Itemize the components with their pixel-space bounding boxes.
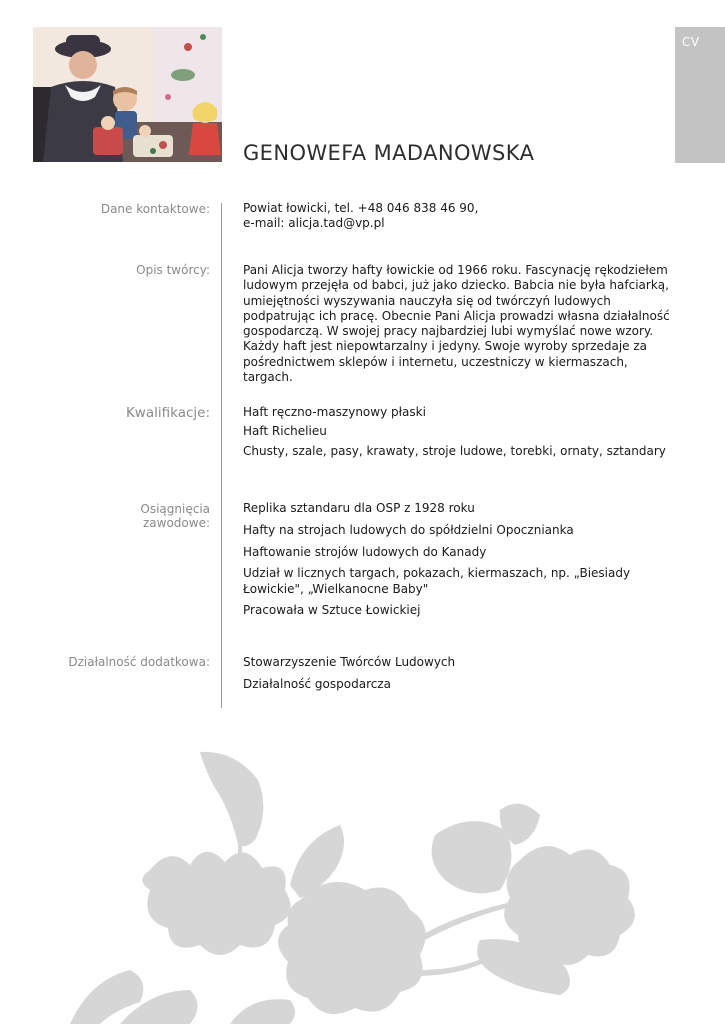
folk-ornament-illustration	[0, 740, 725, 1024]
column-divider	[221, 203, 222, 708]
list-item: Haftowanie strojów ludowych do Kanady	[243, 544, 487, 559]
cv-tab-label: CV	[682, 35, 700, 49]
list-item: Stowarzyszenie Twórców Ludowych	[243, 655, 456, 669]
list-item: Hafty na strojach ludowych do spółdzielni Opocznianka	[243, 522, 574, 537]
contact-label: Dane kontaktowe:	[100, 202, 210, 216]
achievements-list	[243, 501, 683, 619]
achievements-label	[140, 502, 210, 530]
contact-details	[243, 201, 683, 232]
list-item: Haft Richelieu	[243, 424, 327, 439]
achievements-label-line1: Osiągnięcia	[140, 502, 210, 516]
list-item: Udział w licznych targach, pokazach, kiermaszach, np. „Biesiady Łowickie", „Wielkanocne Baby"	[243, 566, 631, 596]
cv-tab	[675, 27, 725, 163]
description-block	[243, 263, 679, 385]
list-item: Haft ręczno-maszynowy płaski	[243, 405, 426, 419]
contact-address-line: Powiat łowicki, tel. +48 046 838 46 90,	[243, 201, 479, 215]
list-item: Replika sztandaru dla OSP z 1928 roku	[243, 501, 475, 515]
portrait-photo	[33, 27, 222, 162]
achievements-label-line2: zawodowe:	[142, 516, 210, 530]
page-title: GENOWEFA MADANOWSKA	[243, 141, 535, 165]
additional-list	[243, 655, 683, 692]
portrait-photo-illustration	[33, 27, 222, 162]
qualifications-label: Kwalifikacje:	[125, 405, 210, 421]
additional-label: Działalność dodatkowa:	[68, 655, 210, 669]
description-text: Pani Alicja tworzy hafty łowickie od 1966 roku. Fascynację rękodziełem ludowym przejęła od babci, już jako dziecko. Babcia nie była hafciarką, umiejętności wyszywania nauczyła się od twórczyń ludowych podpatrując ich pracę. Obecnie Pani Alicja prowadzi własna działalność gospodarczą. W swojej pracy najbardziej lubi wymyślać nowe wzory. Każdy haft jest niepowtarzalny i jedyny. Swoje wyroby sprzedaje za pośrednictwem sklepów i internetu, uczestniczy w kiermaszach, targach.	[243, 263, 670, 385]
list-item: Pracowała w Sztuce Łowickiej	[243, 603, 421, 618]
contact-email-line: e-mail: alicja.tad@vp.pl	[243, 216, 385, 231]
list-item: Chusty, szale, pasy, krawaty, stroje ludowe, torebki, ornaty, sztandary	[243, 443, 666, 458]
qualifications-list	[243, 405, 683, 459]
list-item: Działalność gospodarcza	[243, 676, 391, 691]
description-label: Opis twórcy:	[136, 263, 210, 277]
